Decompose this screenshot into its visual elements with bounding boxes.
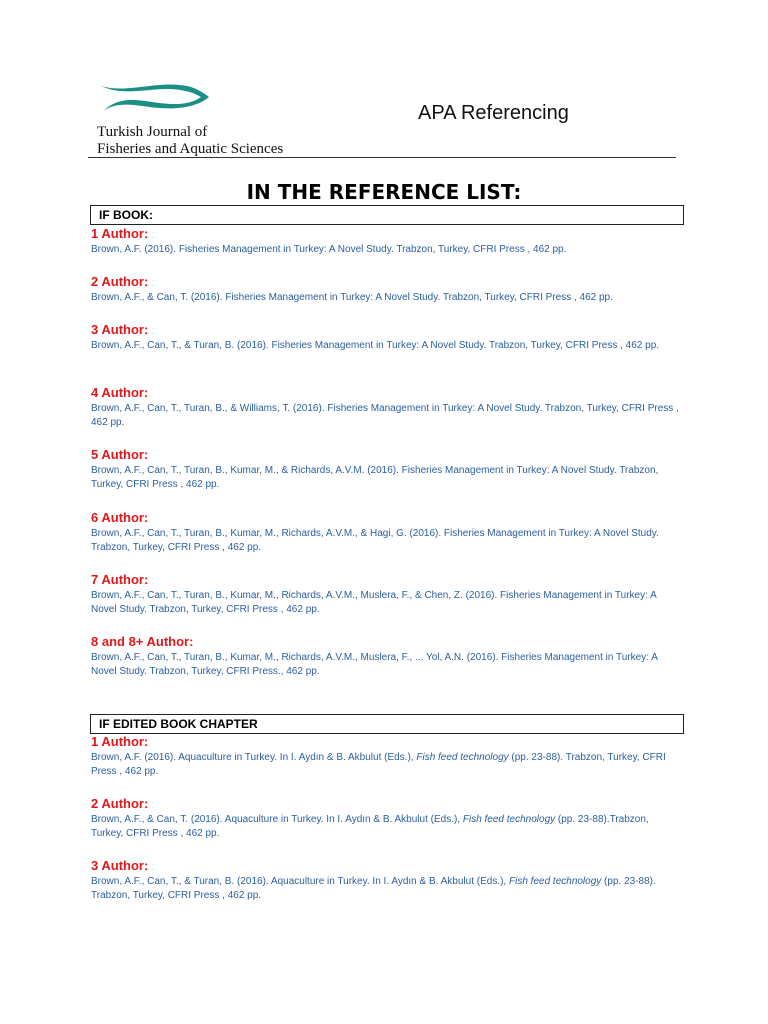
reference-text-post: (pp. 23-88). Trabzon, Turkey, CFRI Press , 462 pp. xyxy=(91,876,656,901)
reference-entry xyxy=(91,385,681,429)
fish-logo-icon xyxy=(97,78,213,118)
reference-text: Brown, A.F., & Can, T. (2016). Fisheries Management in Turkey: A Novel Study. Trabzon, Turkey, CFRI Press , 462 pp. xyxy=(91,292,613,303)
reference-text: Brown, A.F., Can, T., Turan, B., Kumar, M., & Richards, A.V.M. (2016). Fisheries Management in Turkey: A Novel Study. Trabzon, Turkey, CFRI Press , 462 pp. xyxy=(91,465,659,490)
reference-entry xyxy=(91,796,681,840)
journal-name-line2: Fisheries and Aquatic Sciences xyxy=(97,141,284,157)
reference-entry xyxy=(91,510,681,554)
entry-heading: 3 Author: xyxy=(91,322,149,337)
header-divider xyxy=(88,157,676,158)
entry-heading: 1 Author: xyxy=(91,734,149,749)
entry-heading: 2 Author: xyxy=(91,796,149,811)
entry-heading: 7 Author: xyxy=(91,572,149,587)
reference-text: Brown, A.F., Can, T., & Turan, B. (2016). Fisheries Management in Turkey: A Novel Study. Trabzon, Turkey, CFRI Press , 462 pp. xyxy=(91,340,660,351)
reference-text-post: (pp. 23-88).Trabzon, Turkey, CFRI Press , 462 pp. xyxy=(91,814,649,839)
reference-entry xyxy=(91,634,681,678)
entry-heading: 8 and 8+ Author: xyxy=(91,634,194,649)
reference-entry xyxy=(91,572,681,616)
section-header-book: IF BOOK: xyxy=(90,205,684,225)
section-header-edited-chapter: IF EDITED BOOK CHAPTER xyxy=(90,714,684,734)
book-title: Fish feed technology xyxy=(509,876,602,887)
reference-entry xyxy=(91,274,681,305)
reference-text xyxy=(91,751,681,778)
entry-heading: 3 Author: xyxy=(91,858,149,873)
reference-text-post: (pp. 23-88). Trabzon, Turkey, CFRI Press , 462 pp. xyxy=(91,752,666,777)
reference-entry xyxy=(91,447,681,491)
journal-name-line1: Turkish Journal of xyxy=(97,124,208,140)
reference-text: Brown, A.F., Can, T., Turan, B., Kumar, M., Richards, A.V.M., Muslera, F., ... Yol, A.N. (2016). Fisheries Management in Turkey: A Novel Study. Trabzon, Turkey, CFRI Press., 462 pp. xyxy=(91,652,658,677)
entry-heading: 4 Author: xyxy=(91,385,149,400)
entry-heading: 1 Author: xyxy=(91,226,149,241)
reference-text: Brown, A.F., Can, T., Turan, B., Kumar, M., Richards, A.V.M., Muslera, F., & Chen, Z. (2016). Fisheries Management in Turkey: A Novel Study. Trabzon, Turkey, CFRI Press , 462 pp. xyxy=(91,590,657,615)
reference-text-pre: Brown, A.F., & Can, T. (2016). Aquaculture in Turkey. In I. Aydın & B. Akbulut (Eds.), xyxy=(91,814,463,825)
reference-text: Brown, A.F., Can, T., Turan, B., Kumar, M., Richards, A.V.M., & Hagi, G. (2016). Fisheries Management in Turkey: A Novel Study. Trabzon, Turkey, CFRI Press , 462 pp. xyxy=(91,528,659,553)
reference-text: Brown, A.F. (2016). Fisheries Management in Turkey: A Novel Study. Trabzon, Turkey, CFRI Press , 462 pp. xyxy=(91,244,567,255)
reference-text xyxy=(91,875,681,902)
entry-heading: 2 Author: xyxy=(91,274,149,289)
reference-entry xyxy=(91,858,681,902)
book-title: Fish feed technology xyxy=(416,752,509,763)
reference-text-pre: Brown, A.F. (2016). Aquaculture in Turkey. In I. Aydın & B. Akbulut (Eds.), xyxy=(91,752,417,763)
reference-text: Brown, A.F., Can, T., Turan, B., & Williams, T. (2016). Fisheries Management in Turkey: A Novel Study. Trabzon, Turkey, CFRI Press , 462 pp. xyxy=(91,403,679,428)
reference-entry xyxy=(91,734,681,778)
entry-heading: 5 Author: xyxy=(91,447,149,462)
entry-heading: 6 Author: xyxy=(91,510,149,525)
main-heading: IN THE REFERENCE LIST: xyxy=(246,180,522,204)
document-title: APA Referencing xyxy=(418,102,569,124)
journal-name xyxy=(97,124,283,158)
reference-entry xyxy=(91,322,681,353)
reference-text-pre: Brown, A.F., Can, T., & Turan, B. (2016). Aquaculture in Turkey. In I. Aydın & B. Akbulut (Eds.), xyxy=(91,876,509,887)
reference-text xyxy=(91,813,681,840)
reference-entry xyxy=(91,226,681,257)
book-title: Fish feed technology xyxy=(462,814,556,825)
